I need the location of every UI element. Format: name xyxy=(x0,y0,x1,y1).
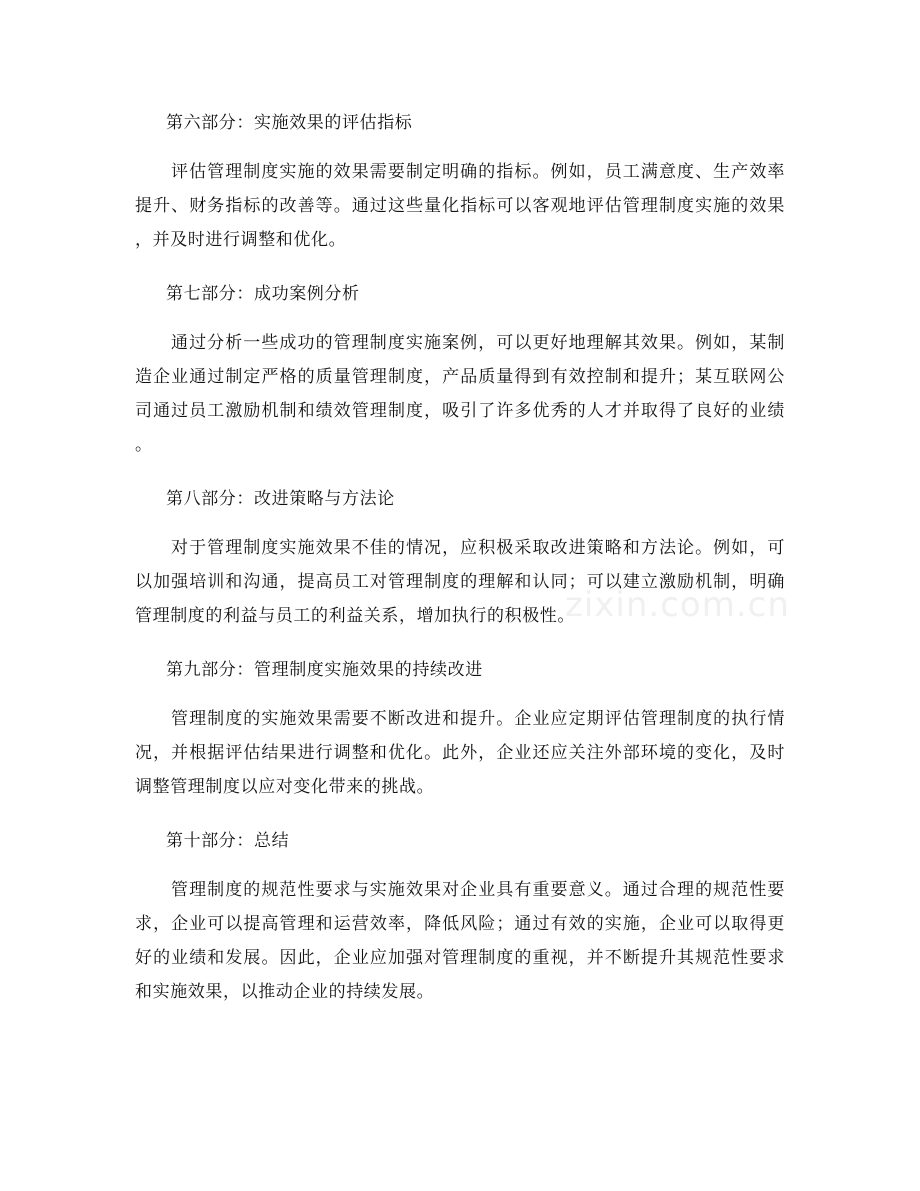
section-7-line-1: 通过分析一些成功的管理制度实施案例，可以更好地理解其效果。例如，某制 xyxy=(171,333,785,353)
section-heading-10: 第十部分：总结 xyxy=(166,831,290,851)
section-9-line-2: 况，并根据评估结果进行调整和优化。此外，企业还应关注外部环境的变化，及时 xyxy=(135,743,785,763)
section-10-line-3: 好的业绩和发展。因此，企业应加强对管理制度的重视，并不断提升其规范性要求 xyxy=(135,948,785,968)
section-6-line-3: ，并及时进行调整和优化。 xyxy=(135,230,347,250)
section-heading-9: 第九部分：管理制度实施效果的持续改进 xyxy=(166,660,483,680)
watermark: zixin.com.cn xyxy=(565,585,790,625)
section-9-line-3: 调整管理制度以应对变化带来的挑战。 xyxy=(135,777,435,797)
section-10-line-4: 和实施效果，以推动企业的持续发展。 xyxy=(135,982,435,1002)
section-8-line-1: 对于管理制度实施效果不佳的情况，应积极采取改进策略和方法论。例如，可 xyxy=(171,538,785,558)
section-heading-6: 第六部分：实施效果的评估指标 xyxy=(166,113,413,133)
section-8-line-2: 以加强培训和沟通，提高员工对管理制度的理解和认同；可以建立激励机制，明确 xyxy=(135,572,785,592)
section-7-line-3: 司通过员工激励机制和绩效管理制度，吸引了许多优秀的人才并取得了良好的业绩 xyxy=(135,401,785,421)
section-heading-8: 第八部分：改进策略与方法论 xyxy=(166,489,395,509)
section-7-line-4: 。 xyxy=(135,435,153,455)
section-10-line-1: 管理制度的规范性要求与实施效果对企业具有重要意义。通过合理的规范性要 xyxy=(171,880,785,900)
section-8-line-3: 管理制度的利益与员工的利益关系，增加执行的积极性。 xyxy=(135,606,575,626)
section-6-line-1: 评估管理制度实施的效果需要制定明确的指标。例如，员工满意度、生产效率 xyxy=(171,162,785,182)
section-6-line-2: 提升、财务指标的改善等。通过这些量化指标可以客观地评估管理制度实施的效果 xyxy=(135,196,785,216)
section-10-line-2: 求，企业可以提高管理和运营效率，降低风险；通过有效的实施，企业可以取得更 xyxy=(135,914,785,934)
section-heading-7: 第七部分：成功案例分析 xyxy=(166,284,360,304)
section-7-line-2: 造企业通过制定严格的质量管理制度，产品质量得到有效控制和提升；某互联网公 xyxy=(135,367,785,387)
section-9-line-1: 管理制度的实施效果需要不断改进和提升。企业应定期评估管理制度的执行情 xyxy=(171,709,785,729)
